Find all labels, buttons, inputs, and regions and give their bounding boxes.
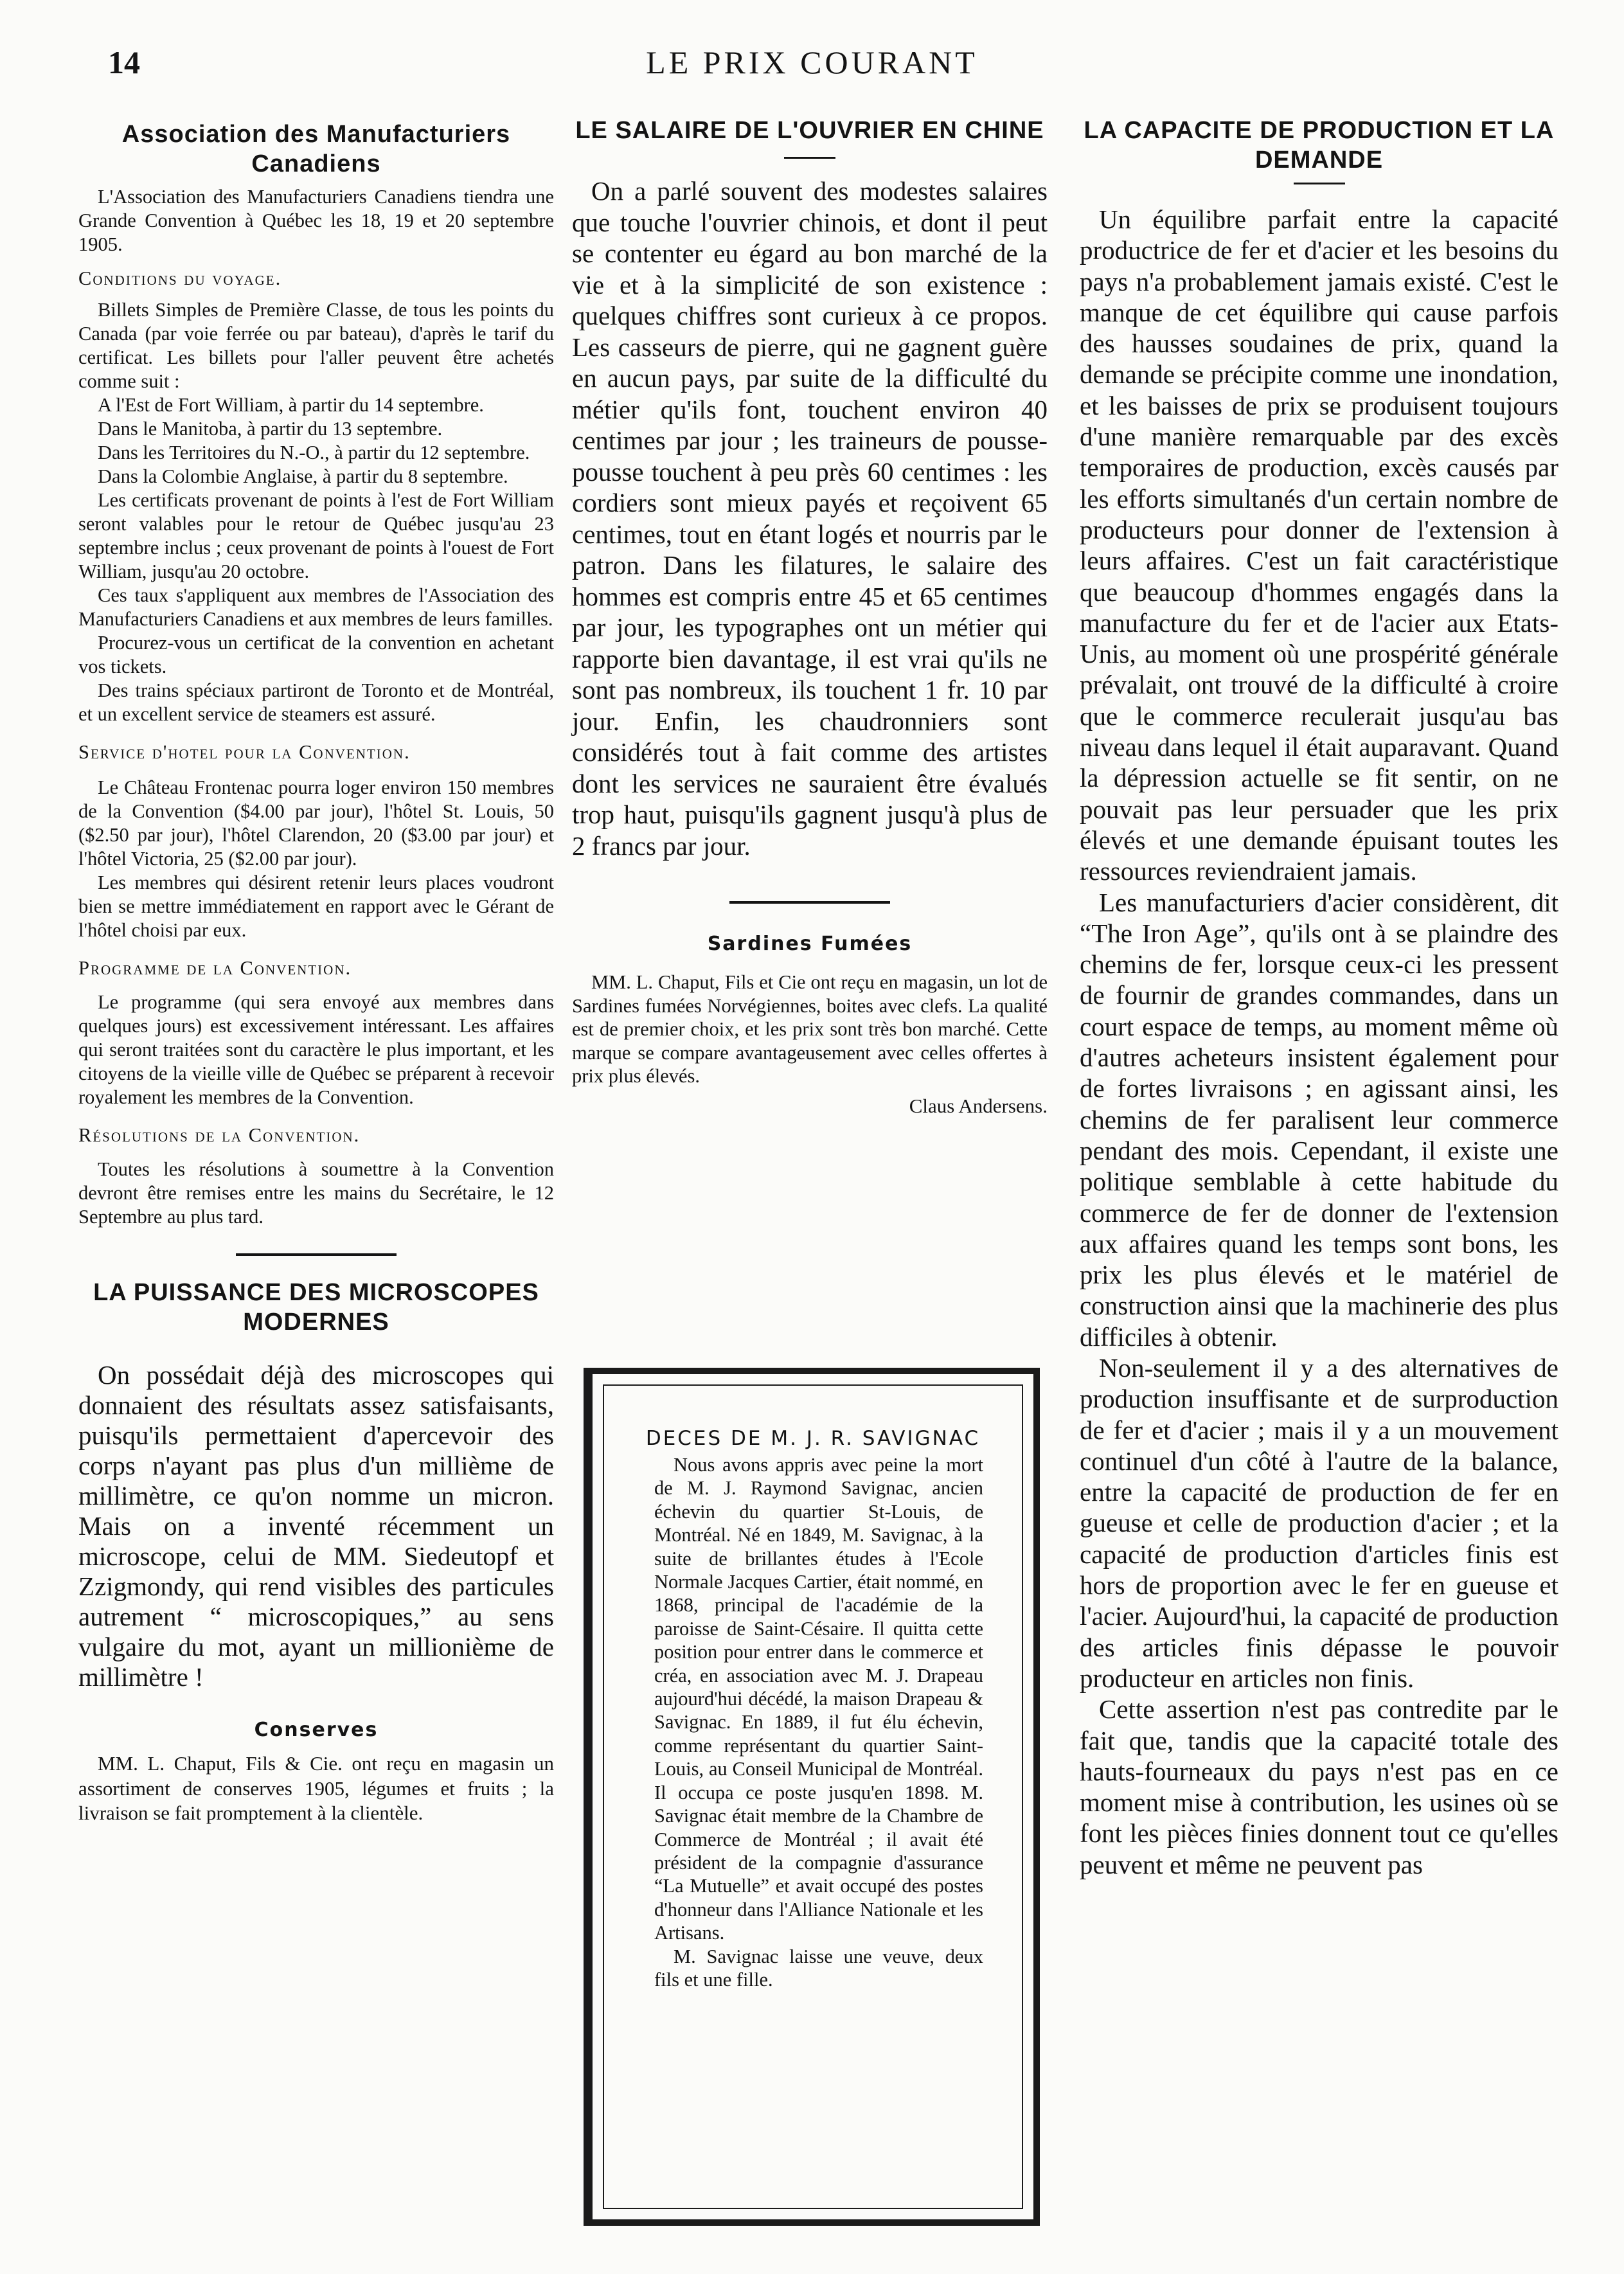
page-header <box>0 44 1624 95</box>
travel-paragraph: Ces taux s'appliquent aux membres de l'Association des Manufacturiers Canadiens et aux membres de leurs familles. <box>78 584 554 630</box>
capacite-paragraph: Non-seulement il y a des alternatives de production insuffisante et de surproduction de fer et d'acier ; mais il y a un mouvement continuel d'un côté à l'autre de la balance, entre la capacité de production de fer en gueuse et celle de production d'acier ; et la capacité de production d'articles finis est hors de proportion avec le fer en gueuse et l'acier. Aujourd'hui, la capacité de production des articles finis dépasse le pouvoir producteur en articles non finis. <box>1080 1352 1558 1693</box>
conserves-title: Conserves <box>254 1719 379 1741</box>
sardines-signature: Claus Andersens. <box>909 1094 1048 1117</box>
conserves-paragraph: MM. L. Chaput, Fils & Cie. ont reçu en magasin un assortiment de conserves 1905, légumes et fruits ; la livraison se fait promptement à la clientèle. <box>78 1752 554 1824</box>
assoc-intro: L'Association des Manufacturiers Canadiens tiendra une Grande Convention à Québec les 18, 19 et 20 septembre 1905. <box>78 186 554 255</box>
capacite-title: LA CAPACITE DE PRODUCTION ET LA DEMANDE <box>1084 117 1555 174</box>
travel-paragraph: Procurez-vous un certificat de la convention en achetant vos tickets. <box>78 632 554 677</box>
travel-heading: Conditions du voyage. <box>78 267 282 289</box>
travel-paragraph: Des trains spéciaux partiront de Toronto et de Montréal, et un excellent service de steamers est assuré. <box>78 679 554 725</box>
travel-paragraph: Dans la Colombie Anglaise, à partir du 8 septembre. <box>98 465 508 487</box>
salaire-paragraph: On a parlé souvent des modestes salaires que touche l'ouvrier chinois, et dont il peut se contenter eu égard au bon marché de la vie et à la simplicité de son existence : quelques chiffres sont curieux à ce propos. Les casseurs de pierre, qui ne gagnent guère en aucun pays, par suite de la difficulté du métier qu'ils font, touchent environ 40 centimes par jour ; les traineurs de pousse-pousse touchent à peu près 60 centimes : les cordiers sont mieux payés et reçoivent 65 centimes, tout en étant logés et nourris par le patron. Dans les filatures, le salaire des hommes est compris entre 45 et 65 centimes par jour, les typographes ont un métier qui rapporte bien davantage, il est vrai qu'ils ne sont pas nombreux, ils touchent 1 fr. 10 par jour. Enfin, les chaudronniers sont considérés tout à fait comme des artistes dont les services ne sauraient être évalués trop haut, puisqu'ils gagnent jusqu'à plus de 2 francs par jour. <box>572 176 1048 861</box>
travel-paragraph: Billets Simples de Première Classe, de tous les points du Canada (par voie ferrée ou par bateau), d'après le tarif du certificat. Les billets pour l'aller peuvent être achetés comme suit : <box>78 299 554 392</box>
column-right <box>1080 109 1558 1880</box>
travel-paragraph: Dans les Territoires du N.-O., à partir du 12 septembre. <box>98 442 530 463</box>
obituary-title: DECES DE M. J. R. SAVIGNAC <box>645 1427 981 1450</box>
title-rule <box>784 157 835 159</box>
resolutions-heading: Résolutions de la Convention. <box>78 1124 361 1146</box>
hotel-heading: Service d'hotel pour la Convention. <box>78 741 411 763</box>
obituary-paragraph: Nous avons appris avec peine la mort de M. J. Raymond Savignac, ancien échevin du quartier St-Louis, de Montréal. Né en 1849, M. Savignac, à la suite de brillantes études à l'Ecole Normale Jacques Cartier, était nommé, en 1868, principal de l'académie de la paroisse de Saint-Césaire. Il quitta cette position pour entrer dans le commerce et créa, en association avec M. J. Drapeau aujourd'hui décédé, la maison Drapeau & Savignac. En 1889, il fut élu échevin, comme représentant du quartier Saint-Louis, au Conseil Municipal de Montréal. Il occupa ce poste jusqu'en 1898. M. Savignac était membre de la Chambre de Commerce de Montréal ; il avait été président de la compagnie d'assurance “La Mutuelle” et avait occupé des postes d'honneur dans l'Alliance Nationale et les Artisans. <box>654 1454 983 1944</box>
obituary-text <box>654 1453 983 1991</box>
resolutions-paragraph: Toutes les résolutions à soumettre à la Convention devront être remises entre les mains du Secrétaire, le 12 Septembre au plus tard. <box>78 1158 554 1228</box>
sardines-paragraph: MM. L. Chaput, Fils et Cie ont reçu en magasin, un lot de Sardines fumées Norvégiennes, boites avec clefs. La qualité est de premier choix, et les prix sont très bon marché. Cette marque se compare avantageusement avec celles offertes à prix plus élevés. <box>572 971 1048 1087</box>
travel-paragraph: A l'Est de Fort William, à partir du 14 septembre. <box>98 394 484 416</box>
program-heading: Programme de la Convention. <box>78 957 352 979</box>
section-divider <box>236 1253 397 1256</box>
travel-paragraph: Dans le Manitoba, à partir du 13 septembre. <box>98 418 443 440</box>
obituary-paragraph: M. Savignac laisse une veuve, deux fils et une fille. <box>654 1945 983 1991</box>
program-paragraph: Le programme (qui sera envoyé aux membres dans quelques jours) est excessivement intéressant. Les affaires qui seront traitées sont du caractère le plus important, et les citoyens de la vieille ville de Québec se préparent à recevoir royalement les membres de la Convention. <box>78 991 554 1108</box>
microscopes-title: LA PUISSANCE DES MICROSCOPES MODERNES <box>93 1279 539 1336</box>
column-left <box>78 109 554 1826</box>
assoc-title: Association des Manufacturiers Canadiens <box>121 121 511 177</box>
hotel-paragraph: Les membres qui désirent retenir leurs places voudront bien se mettre immédiatement en rapport avec le Gérant de l'hôtel choisi par eux. <box>78 872 554 941</box>
travel-paragraph: Les certificats provenant de points à l'est de Fort William seront valables pour le retour de Québec jusqu'au 23 septembre inclus ; ceux provenant de points à l'ouest de Fort William, jusqu'au 20 octobre. <box>78 489 554 582</box>
microscopes-paragraph: On possédait déjà des microscopes qui donnaient des résultats assez satisfaisants, puisqu'ils permettaient d'apercevoir des corps n'ayant pas plus d'un millième de millimètre, ce qu'on nomme un micron. Mais on a inventé récemment un microscope, celui de MM. Siedeutopf et Zzigmondy, qui rend visibles des particules autrement “ microscopiques,” au sens vulgaire du mot, ayant un millionième de millimètre ! <box>78 1360 554 1692</box>
title-rule <box>1294 183 1345 184</box>
hotel-paragraph: Le Château Frontenac pourra loger environ 150 membres de la Convention ($4.00 par jour), l'hôtel St. Louis, 50 ($2.50 par jour), l'hôtel Clarendon, 20 ($3.00 par jour) et l'hôtel Victoria, 25 ($2.00 par jour). <box>78 776 554 870</box>
capacite-paragraph: Les manufacturiers d'acier considèrent, dit “The Iron Age”, qu'ils ont à se plaindre des chemins de fer, lorsque ceux-ci les pressent de fournir de grandes commandes, dans un court espace de temps, au moment même où d'autres acheteurs insistent également pour de fortes livraisons ; en agissant ainsi, les chemins de fer paralisent leur commerce pendant des mois. Cependant, il existe une politique semblable à cette habitude du commerce de fer de donner de l'extension aux affaires quand les temps sont bons, les prix les plus élevés et le matériel de construction ainsi que la machinerie des plus difficiles à obtenir. <box>1080 887 1558 1352</box>
journal-title: LE PRIX COURANT <box>646 44 978 80</box>
capacite-paragraph: Cette assertion n'est pas contredite par le fait que, tandis que la capacité totale des hauts-fourneaux du pays n'est pas en ce moment mise à contribution, les usines où se font les pièces finies donnent tout ce qu'elles peuvent et même ne peuvent pas <box>1080 1694 1558 1879</box>
sardines-title: Sardines Fumées <box>707 933 913 955</box>
capacite-paragraph: Un équilibre parfait entre la capacité productrice de fer et d'acier et les besoins du pays n'a probablement jamais existé. C'est le manque de cet équilibre qui cause parfois des hausses soudaines de prix, quand la demande se précipite comme une inondation, et les baisses de prix se produisent toujours d'une manière remarquable par des excès temporaires de production, excès causés par les efforts simultanés d'un certain nombre de producteurs pour donner de l'extension à leurs affaires. C'est un fait caractéristique que beaucoup d'hommes engagés dans la manufacture du fer et de l'acier aux Etats-Unis, au moment où une prospérité générale prévalait, ont trouvé de la difficulté à croire que le commerce reculerait jusqu'au bas niveau dans lequel il était auparavant. Quand la dépression actuelle se fit sentir, on ne pouvait pas leur persuader que les prix élevés et une demande épuisant toutes les ressources reviendraient jamais. <box>1080 204 1558 886</box>
obituary-box <box>584 1368 1040 2226</box>
column-middle <box>572 109 1048 1118</box>
obituary-inner-border <box>603 1384 1023 2209</box>
section-divider <box>729 901 890 904</box>
page-number: 14 <box>108 44 140 80</box>
salaire-title: LE SALAIRE DE L'OUVRIER EN CHINE <box>575 117 1044 144</box>
